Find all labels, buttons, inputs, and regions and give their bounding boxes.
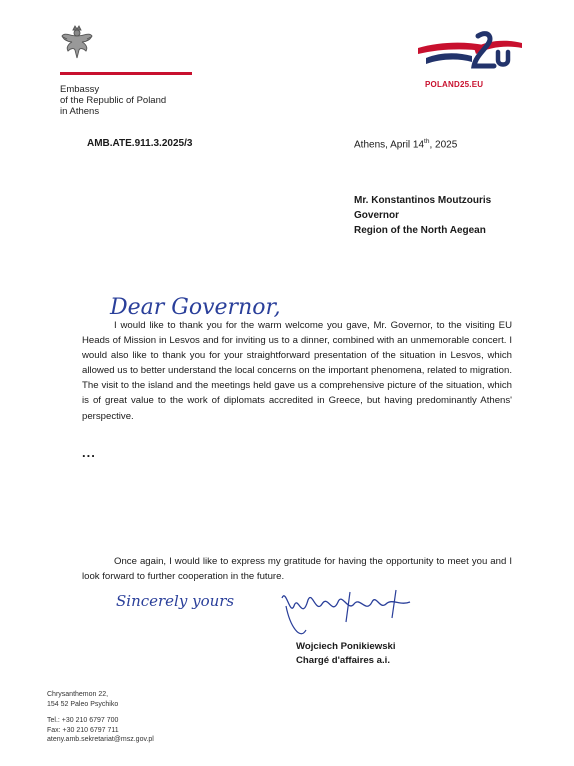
red-divider xyxy=(60,72,192,75)
body-paragraph-2: Once again, I would like to express my gratitude for having the opportunity to meet you and I look forward to further cooperation in the future. xyxy=(82,556,512,583)
salutation-text: Dear Governor, xyxy=(110,295,281,320)
recipient-title: Governor xyxy=(354,210,400,221)
embassy-line-1: Embassy xyxy=(60,84,100,95)
date-year: , 2025 xyxy=(429,139,458,151)
poland-eu-presidency-logo xyxy=(418,28,522,78)
embassy-line-2: of the Republic of Poland xyxy=(60,95,167,106)
recipient-region: Region of the North Aegean xyxy=(354,225,486,236)
signatory-name: Wojciech Ponikiewski xyxy=(296,641,396,652)
handwritten-closing-signature xyxy=(110,586,420,646)
signatory-title: Chargé d'affaires a.i. xyxy=(296,654,390,666)
omission-ellipsis: ... xyxy=(82,445,96,460)
logo-caption: POLAND25.EU xyxy=(425,80,484,89)
date-prefix: Athens, April 14 xyxy=(354,139,425,151)
polish-eagle-emblem-icon xyxy=(60,24,94,60)
footer-contact xyxy=(47,690,154,745)
footer-email[interactable]: ateny.amb.sekretariat@msz.gov.pl xyxy=(47,736,154,744)
footer-street: Chrysanthemon 22, xyxy=(47,691,109,698)
recipient-address xyxy=(354,193,491,238)
letter-date xyxy=(354,138,457,150)
footer-fax: Fax: +30 210 6797 711 xyxy=(47,726,119,734)
footer-tel: Tel.: +30 210 6797 700 xyxy=(47,717,119,725)
closing-text: Sincerely yours xyxy=(116,592,235,610)
body-paragraph-1: I would like to thank you for the warm welcome you gave, Mr. Governor, to the visiting EU Heads of Mission in Lesvos and for inviting us to a dinner, combined with an unmemorable concert. I would also like to thank you for your straightforward presentation of the situation in Lesvos, which allowed us to better understand the local concerns on the important phenomena, related to migration. The visit to the island and the meetings held gave us a comprehensive picture of the situation, which is of great value to the work of diplomats accredited in Greece, but having predominantly Athens' perspective. xyxy=(82,320,512,422)
embassy-line-3: in Athens xyxy=(60,106,100,117)
signatory-block xyxy=(296,640,396,667)
date-suffix: th xyxy=(424,138,430,145)
recipient-name: Mr. Konstantinos Moutzouris xyxy=(354,195,492,206)
embassy-name xyxy=(60,84,166,117)
reference-number: AMB.ATE.911.3.2025/3 xyxy=(87,138,193,149)
footer-spacer xyxy=(47,709,154,716)
footer-city: 154 52 Paleo Psychiko xyxy=(47,700,119,708)
